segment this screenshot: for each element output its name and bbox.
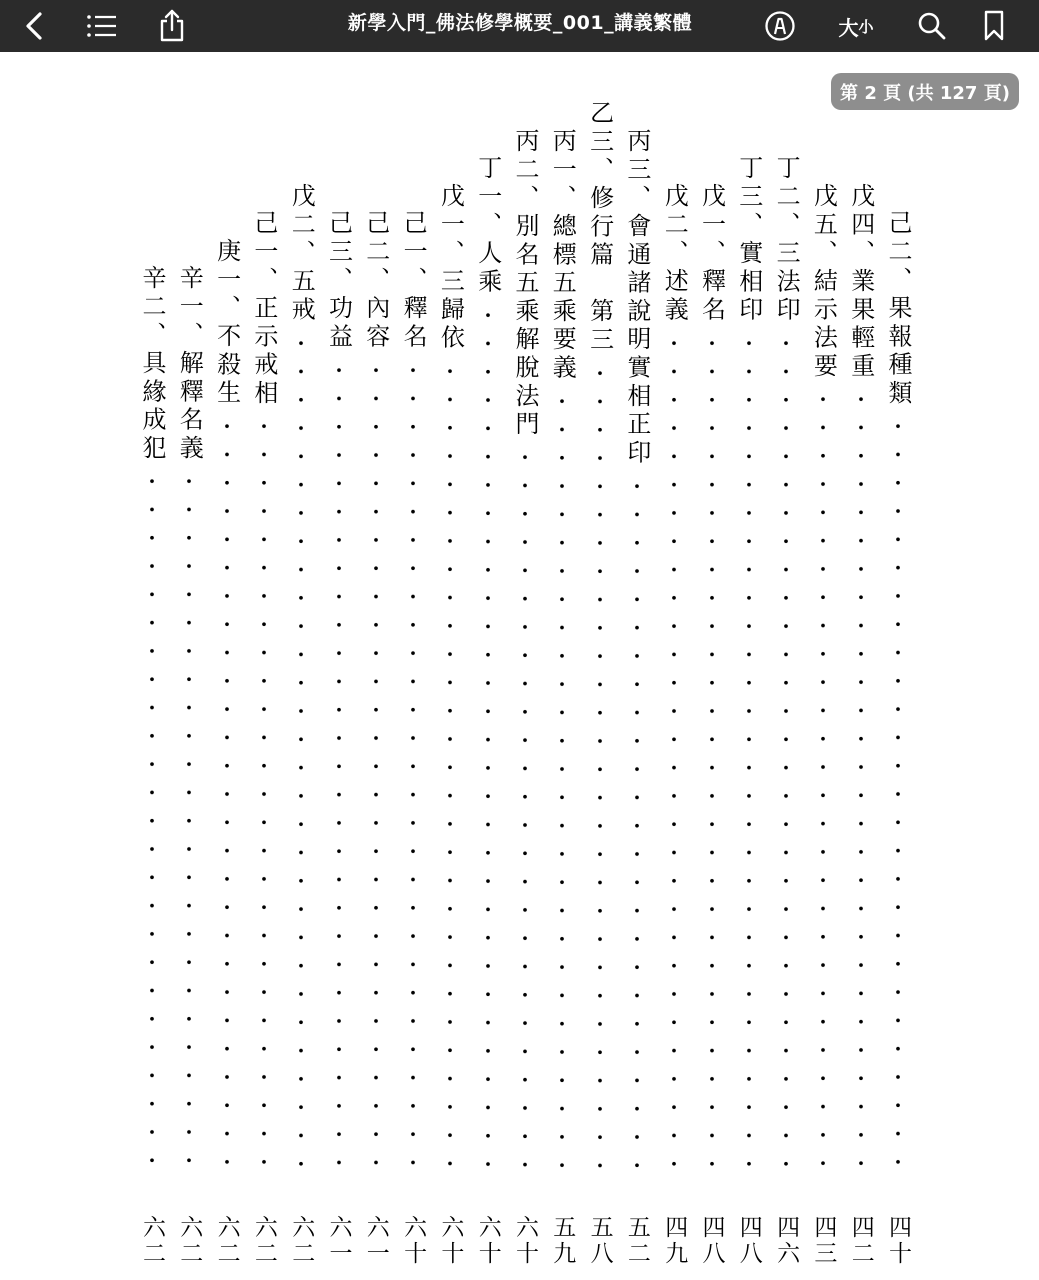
document-title: 新學入門_佛法修學概要_001_講義繁體 [347, 11, 693, 34]
toc-entry-title: 己二、果報種類 [884, 210, 912, 409]
toc-entry-page: 六二 [176, 1215, 203, 1267]
toc-entry-title: 己一、正示戒相 [249, 210, 278, 409]
toc-entry-page: 五九 [549, 1215, 576, 1267]
toc-entry-title: 己一、釋名 [399, 210, 428, 352]
toc-leader-dots [249, 412, 279, 1180]
toc-leader-dots [510, 443, 540, 1180]
toc-leader-dots [659, 329, 689, 1181]
toc-entry-title: 乙三、修行篇 第三 [585, 100, 614, 355]
toc-leader-dots [212, 412, 242, 1180]
toc-entry[interactable] [659, 0, 689, 1280]
toc-leader-dots [398, 356, 428, 1181]
toc-entry[interactable] [846, 0, 876, 1280]
toc-entry-title: 辛二、具緣成犯 [138, 265, 166, 464]
toc-entry[interactable] [174, 0, 204, 1280]
toc-entry-page: 五二 [623, 1215, 650, 1267]
page-indicator-badge[interactable]: 第 2 頁 (共 127 頁) [831, 73, 1019, 110]
toc-leader-dots [883, 412, 913, 1180]
toc-entry-title: 戊四、業果輕重 [846, 183, 875, 382]
toc-leader-dots [771, 329, 801, 1180]
toc-entry-page: 六二 [288, 1215, 315, 1267]
toc-entry[interactable] [361, 0, 391, 1280]
toc-entry-title: 丙二、別名五乘解脫法門 [511, 128, 539, 440]
toc-entry[interactable] [734, 0, 764, 1280]
toc-entry-page: 六十 [437, 1215, 464, 1267]
toc-leader-dots [137, 467, 167, 1180]
text-size-small-label: 小 [858, 17, 874, 36]
toc-entry-page: 五八 [586, 1215, 613, 1267]
toc-entry[interactable] [212, 0, 242, 1280]
toc-entry-title: 庚一、不殺生 [212, 238, 241, 408]
toc-entry-page: 六十 [474, 1215, 501, 1267]
toc-entry[interactable] [249, 0, 279, 1280]
toc-leader-dots [174, 467, 204, 1180]
toc-entry[interactable] [622, 0, 652, 1280]
toc-entry-title: 丙一、總標五乘要義 [548, 128, 577, 383]
toc-entry-page: 六十 [400, 1215, 427, 1267]
toc-entry-page: 六十 [512, 1215, 538, 1267]
toc-leader-dots [622, 472, 652, 1180]
toc-leader-dots [435, 357, 465, 1180]
toc-entry-page: 四八 [735, 1215, 762, 1267]
toc-entry[interactable] [547, 0, 577, 1280]
toc-leader-dots [734, 329, 764, 1180]
toc-entry[interactable] [324, 0, 354, 1280]
toc-entry[interactable] [771, 0, 801, 1280]
toc-entry-page: 四八 [698, 1215, 725, 1267]
toc-leader-dots [697, 329, 727, 1181]
toc-leader-dots [585, 359, 615, 1180]
toc-entry-title: 戊五、結示法要 [809, 183, 838, 382]
toc-entry-title: 己三、功益 [324, 210, 353, 352]
toc-entry-title: 丁三、實相印 [734, 155, 763, 325]
toc-entry-title: 丁二、三法印 [772, 155, 801, 325]
toc-entry-page: 六二 [139, 1215, 165, 1267]
toc-entry-page: 四九 [661, 1215, 688, 1267]
toc-entry[interactable] [473, 0, 503, 1280]
toc-entry-title: 戊二、述義 [660, 183, 689, 325]
toc-entry-title: 己二、內容 [361, 210, 390, 352]
toc-entry-title: 戊二、五戒 [287, 183, 316, 325]
toc-entry-page: 六二 [213, 1215, 240, 1267]
toc-entry-title: 丁一、人乘 [473, 155, 502, 297]
toc-entry[interactable] [808, 0, 838, 1280]
toc-entry-page: 四六 [773, 1215, 800, 1267]
toc-leader-dots [547, 387, 577, 1180]
toc-leader-dots [324, 356, 354, 1181]
toc-entry-title: 戊一、釋名 [697, 183, 726, 325]
toc-leader-dots [846, 385, 876, 1180]
toc-entry[interactable] [398, 0, 428, 1280]
toc-entry-title: 辛一、解釋名義 [175, 265, 204, 464]
toc-entry-page: 四十 [885, 1215, 911, 1267]
toc-entry-page: 六一 [325, 1215, 352, 1267]
toc-leader-dots [361, 356, 391, 1181]
toc-entry-page: 四三 [810, 1215, 837, 1267]
toc-entry[interactable] [286, 0, 316, 1280]
toc-leader-dots [808, 385, 838, 1180]
toc-entry[interactable] [435, 0, 465, 1280]
toc-leader-dots [286, 329, 316, 1181]
toc-entry-title: 丙三、會通諸說明實相正印 [622, 128, 651, 468]
toc-entry-page: 六一 [362, 1215, 389, 1267]
toc-entry[interactable] [137, 0, 167, 1280]
toc-entry-page: 六二 [250, 1215, 277, 1267]
text-size-big-label: 大 [838, 15, 859, 40]
toc-entry-page: 四二 [847, 1215, 874, 1267]
toc-entry-title: 戊一、三歸依 [436, 183, 465, 353]
toc-entry[interactable] [585, 0, 615, 1280]
toc-leader-dots [473, 301, 503, 1181]
toc-entry[interactable] [697, 0, 727, 1280]
toc-entry[interactable] [510, 0, 540, 1280]
toc-entry[interactable] [883, 0, 913, 1280]
